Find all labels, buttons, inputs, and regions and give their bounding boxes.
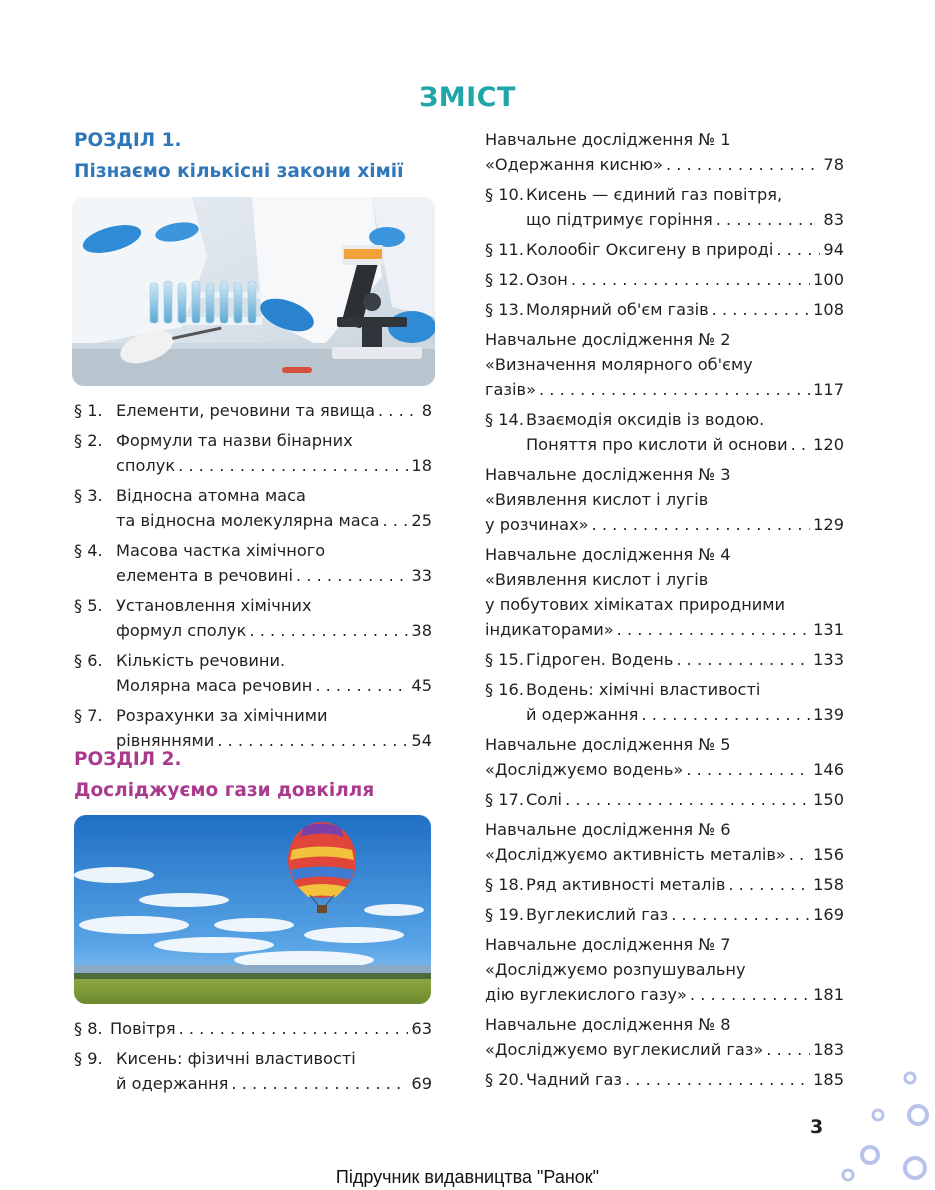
toc-entry-title: Навчальне дослідження № 2 bbox=[485, 330, 731, 349]
toc-entry-title: «Досліджуємо водень» bbox=[485, 760, 684, 779]
section-2-name: Досліджуємо гази довкілля bbox=[74, 780, 375, 801]
toc-entry-title: що підтримує горіння bbox=[526, 210, 713, 229]
toc-entry-number: § 9. bbox=[74, 1049, 103, 1068]
toc-entry-page: 94 bbox=[823, 240, 844, 259]
toc-entry[interactable] bbox=[74, 593, 432, 643]
toc-entry-number: § 6. bbox=[74, 651, 103, 670]
toc-entry[interactable] bbox=[485, 237, 844, 262]
toc-entry[interactable] bbox=[485, 787, 844, 812]
toc-leader-dots bbox=[178, 453, 408, 478]
toc-entry-page: 133 bbox=[813, 650, 844, 669]
toc-entry-number: § 15. bbox=[485, 650, 524, 669]
toc-entry[interactable] bbox=[485, 817, 844, 867]
toc-entry[interactable] bbox=[74, 1046, 432, 1096]
toc-entry-title: Водень: хімічні властивості bbox=[526, 680, 761, 699]
toc-entry-page: 131 bbox=[813, 620, 844, 639]
toc-entry-page: 146 bbox=[813, 760, 844, 779]
toc-entry-title: сполук bbox=[116, 456, 176, 475]
toc-entry-title: Навчальне дослідження № 8 bbox=[485, 1015, 731, 1034]
toc-leader-dots bbox=[791, 432, 810, 457]
toc-entry-page: 139 bbox=[813, 705, 844, 724]
toc-entry-title: Чадний газ bbox=[526, 1070, 623, 1089]
toc-leader-dots bbox=[296, 563, 408, 588]
toc-entry-number: § 3. bbox=[74, 486, 103, 505]
section-1-label: РОЗДІЛ 1. bbox=[74, 130, 182, 151]
toc-leader-dots bbox=[671, 902, 810, 927]
toc-entry-page: 158 bbox=[813, 875, 844, 894]
toc-entry-title: у побутових хімікатах природними bbox=[485, 595, 786, 614]
toc-entry-number: § 1. bbox=[74, 401, 103, 420]
toc-entry-page: 181 bbox=[813, 985, 844, 1004]
toc-entry-number: § 7. bbox=[74, 706, 103, 725]
toc-entry-title: Поняття про кислоти й основи bbox=[526, 435, 788, 454]
toc-entry-page: 100 bbox=[813, 270, 844, 289]
toc-entry-page: 185 bbox=[813, 1070, 844, 1089]
toc-entry[interactable] bbox=[485, 297, 844, 322]
footer-publisher: Підручник видавництва "Ранок" bbox=[335, 1167, 600, 1187]
toc-entry-title: та відносна молекулярна маса bbox=[116, 511, 380, 530]
toc-entry[interactable] bbox=[485, 872, 844, 897]
toc-leader-dots bbox=[690, 982, 810, 1007]
toc-entry-title: Навчальне дослідження № 5 bbox=[485, 735, 731, 754]
toc-entry-number: § 8. bbox=[74, 1019, 103, 1038]
page-title: ЗМІСТ bbox=[419, 82, 516, 113]
toc-entry-title: «Досліджуємо активність металів» bbox=[485, 845, 786, 864]
toc-entry-title: й одержання bbox=[116, 1074, 229, 1093]
toc-entry[interactable] bbox=[74, 538, 432, 588]
toc-leader-dots bbox=[592, 512, 811, 537]
toc-entry-page: 78 bbox=[823, 155, 844, 174]
toc-entry-page: 183 bbox=[813, 1040, 844, 1059]
toc-entry-title: Солі bbox=[526, 790, 563, 809]
toc-section-1 bbox=[74, 398, 432, 758]
toc-entry-page: 33 bbox=[411, 566, 432, 585]
toc-entry-title: Кисень — єдиний газ повітря, bbox=[526, 185, 783, 204]
toc-entry-title: у розчинах» bbox=[485, 515, 589, 534]
toc-leader-dots bbox=[716, 207, 821, 232]
toc-entry-number: § 18. bbox=[485, 875, 524, 894]
toc-entry-title: Вуглекислий газ bbox=[526, 905, 669, 924]
toc-entry-page: 54 bbox=[411, 731, 432, 750]
toc-entry-number: § 16. bbox=[485, 680, 524, 699]
toc-entry-page: 117 bbox=[813, 380, 844, 399]
toc-entry[interactable] bbox=[485, 1067, 844, 1092]
toc-entry-title: Розрахунки за хімічними bbox=[116, 706, 328, 725]
toc-leader-dots bbox=[641, 702, 810, 727]
toc-entry[interactable] bbox=[485, 327, 844, 402]
toc-entry-title: «Досліджуємо вуглекислий газ» bbox=[485, 1040, 764, 1059]
toc-entry-number: § 20. bbox=[485, 1070, 524, 1089]
toc-entry-page: 108 bbox=[813, 300, 844, 319]
page-number: 3 bbox=[810, 1116, 824, 1138]
toc-entry-title: Навчальне дослідження № 7 bbox=[485, 935, 731, 954]
toc-entry-number: § 4. bbox=[74, 541, 103, 560]
toc-entry[interactable] bbox=[74, 1016, 432, 1041]
toc-entry[interactable] bbox=[485, 732, 844, 782]
toc-leader-dots bbox=[728, 872, 810, 897]
toc-entry-title: Установлення хімічних bbox=[116, 596, 312, 615]
toc-entry-title: індикаторами» bbox=[485, 620, 614, 639]
toc-section-2 bbox=[74, 1016, 432, 1101]
toc-leader-dots bbox=[217, 728, 408, 753]
toc-entry[interactable] bbox=[74, 648, 432, 698]
toc-entry-title: «Одержання кисню» bbox=[485, 155, 663, 174]
toc-entry-title: газів» bbox=[485, 380, 536, 399]
toc-entry[interactable] bbox=[485, 407, 844, 457]
toc-entry-page: 45 bbox=[411, 676, 432, 695]
toc-entry-title: дію вуглекислого газу» bbox=[485, 985, 687, 1004]
toc-entry-title: й одержання bbox=[526, 705, 639, 724]
toc-entry-number: § 2. bbox=[74, 431, 103, 450]
toc-leader-dots bbox=[686, 757, 810, 782]
toc-leader-dots bbox=[666, 152, 820, 177]
toc-entry-number: § 13. bbox=[485, 300, 524, 319]
toc-leader-dots bbox=[231, 1071, 408, 1096]
toc-entry-page: 69 bbox=[411, 1074, 432, 1093]
toc-entry-page: 38 bbox=[411, 621, 432, 640]
toc-entry-page: 18 bbox=[411, 456, 432, 475]
toc-entry-number: § 14. bbox=[485, 410, 524, 429]
toc-entry-page: 120 bbox=[813, 435, 844, 454]
toc-leader-dots bbox=[712, 297, 810, 322]
toc-entry-title: «Визначення молярного об'єму bbox=[485, 355, 753, 374]
toc-entry-title: Кількість речовини. bbox=[116, 651, 286, 670]
toc-entry-page: 169 bbox=[813, 905, 844, 924]
section-1-name: Пізнаємо кількісні закони хімії bbox=[74, 161, 404, 182]
toc-entry-page: 156 bbox=[813, 845, 844, 864]
toc-leader-dots bbox=[539, 377, 810, 402]
toc-entry-page: 8 bbox=[421, 401, 432, 420]
toc-entry-title: Навчальне дослідження № 3 bbox=[485, 465, 731, 484]
toc-leader-dots bbox=[565, 787, 810, 812]
toc-leader-dots bbox=[776, 237, 820, 262]
toc-entry-title: Молярний об'єм газів bbox=[526, 300, 709, 319]
toc-entry-title: «Виявлення кислот і лугів bbox=[485, 570, 709, 589]
toc-entry-page: 150 bbox=[813, 790, 844, 809]
toc-entry-title: елемента в речовині bbox=[116, 566, 294, 585]
toc-leader-dots bbox=[383, 508, 409, 533]
toc-entry-title: Ряд активності металів bbox=[526, 875, 726, 894]
toc-leader-dots bbox=[625, 1067, 810, 1092]
toc-entry-title: Елементи, речовини та явища bbox=[116, 401, 375, 420]
toc-entry-title: Взаємодія оксидів із водою. bbox=[526, 410, 765, 429]
toc-entry-title: Навчальне дослідження № 1 bbox=[485, 130, 731, 149]
toc-entry-title: Колообіг Оксигену в природі bbox=[526, 240, 774, 259]
toc-entry-page: 25 bbox=[411, 511, 432, 530]
toc-entry-title: Кисень: фізичні властивості bbox=[116, 1049, 356, 1068]
toc-entry[interactable] bbox=[74, 428, 432, 478]
toc-leader-dots bbox=[249, 618, 408, 643]
balloon-photo bbox=[74, 815, 431, 1004]
toc-entry[interactable] bbox=[485, 932, 844, 1007]
toc-entry-page: 83 bbox=[823, 210, 844, 229]
toc-entry-title: Озон bbox=[526, 270, 568, 289]
toc-entry[interactable] bbox=[485, 902, 844, 927]
toc-entry-title: Відносна атомна маса bbox=[116, 486, 306, 505]
toc-entry-number: § 5. bbox=[74, 596, 103, 615]
toc-entry[interactable] bbox=[485, 677, 844, 727]
toc-entry-title: «Досліджуємо розпушувальну bbox=[485, 960, 746, 979]
toc-entry-title: «Виявлення кислот і лугів bbox=[485, 490, 709, 509]
toc-entry-number: § 19. bbox=[485, 905, 524, 924]
toc-leader-dots bbox=[571, 267, 810, 292]
toc-entry[interactable] bbox=[485, 1012, 844, 1062]
toc-entry[interactable] bbox=[485, 647, 844, 672]
toc-entry-number: § 10. bbox=[485, 185, 524, 204]
toc-entry-title: Навчальне дослідження № 4 bbox=[485, 545, 731, 564]
toc-entry[interactable] bbox=[485, 542, 844, 642]
toc-entry-title: Гідроген. Водень bbox=[526, 650, 674, 669]
toc-leader-dots bbox=[789, 842, 810, 867]
toc-entry-title: Повітря bbox=[110, 1019, 176, 1038]
toc-entry-page: 129 bbox=[813, 515, 844, 534]
toc-entry-title: Масова частка хімічного bbox=[116, 541, 326, 560]
toc-entry-title: формул сполук bbox=[116, 621, 247, 640]
toc-entry-title: рівняннями bbox=[116, 731, 215, 750]
toc-entry[interactable] bbox=[485, 182, 844, 232]
toc-entry-number: § 12. bbox=[485, 270, 524, 289]
lab-photo bbox=[72, 197, 435, 386]
toc-entry-number: § 17. bbox=[485, 790, 524, 809]
toc-leader-dots bbox=[617, 617, 810, 642]
toc-entry[interactable] bbox=[485, 127, 844, 177]
toc-entry[interactable] bbox=[485, 462, 844, 537]
toc-leader-dots bbox=[766, 1037, 810, 1062]
toc-leader-dots bbox=[676, 647, 810, 672]
toc-right-column bbox=[485, 127, 844, 1097]
toc-entry-title: Навчальне дослідження № 6 bbox=[485, 820, 731, 839]
toc-entry[interactable] bbox=[485, 267, 844, 292]
toc-entry[interactable] bbox=[74, 483, 432, 533]
toc-leader-dots bbox=[315, 673, 408, 698]
toc-leader-dots bbox=[179, 1016, 409, 1041]
toc-entry[interactable] bbox=[74, 703, 432, 753]
toc-entry-title: Молярна маса речовин bbox=[116, 676, 313, 695]
toc-entry-title: Формули та назви бінарних bbox=[116, 431, 353, 450]
toc-entry-number: § 11. bbox=[485, 240, 524, 259]
toc-entry-page: 63 bbox=[411, 1019, 432, 1038]
section-2-label: РОЗДІЛ 2. bbox=[74, 749, 182, 770]
toc-entry[interactable] bbox=[74, 398, 432, 423]
toc-leader-dots bbox=[378, 398, 419, 423]
